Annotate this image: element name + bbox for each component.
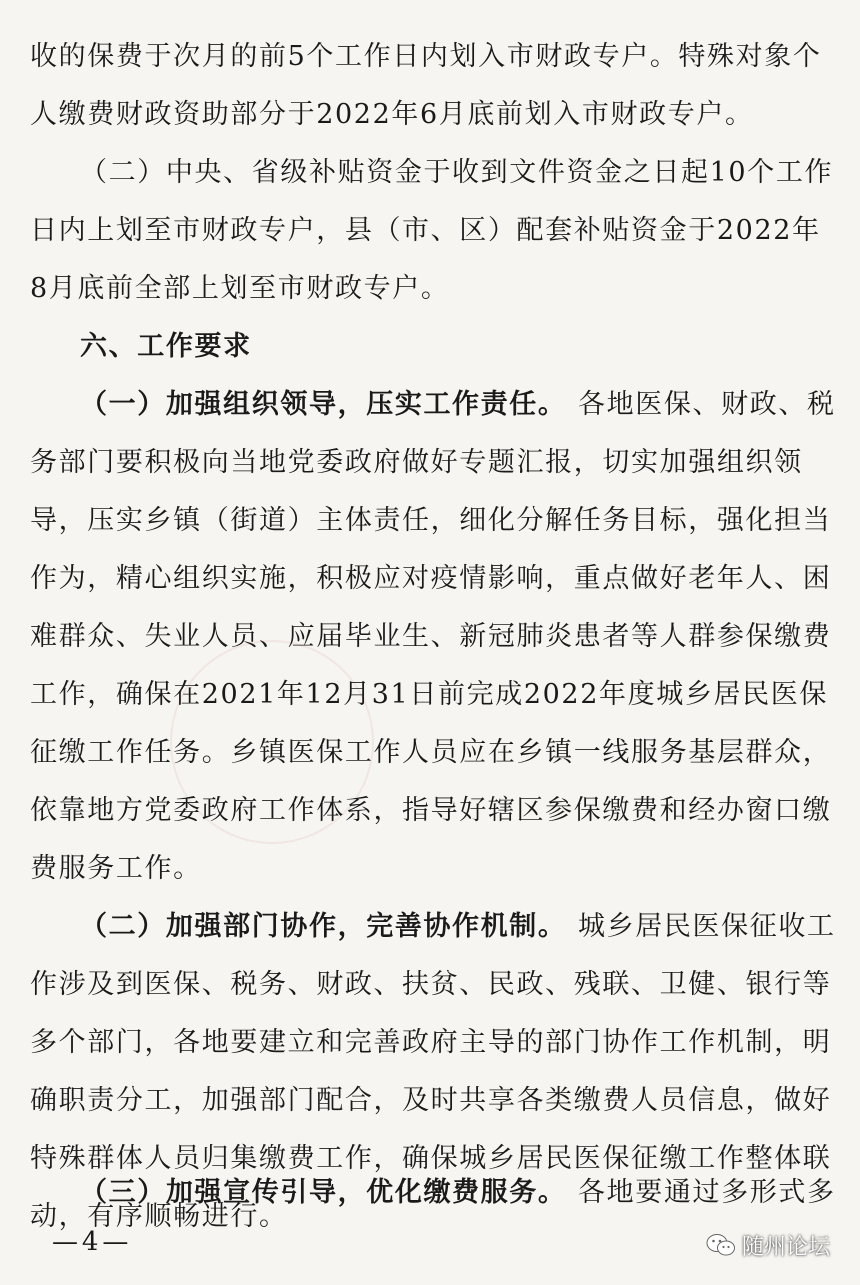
text-line [0, 86, 860, 144]
body-text: 各地要通过多形式多 [578, 1177, 836, 1208]
body-text: 确职责分工，加强部门配合，及时共享各类缴费人员信息，做好 [30, 1085, 832, 1116]
text-line [0, 898, 860, 956]
text-line [0, 608, 860, 666]
body-text: 费服务工作。 [30, 853, 202, 884]
body-text: 日内上划至市财政专户，县（市、区）配套补贴资金于2022年 [30, 215, 821, 246]
body-text: 特殊群体人员归集缴费工作，确保城乡居民医保征缴工作整体联 [30, 1143, 832, 1174]
text-line [0, 1072, 860, 1130]
text-line [0, 28, 860, 86]
body-text: 多个部门，各地要建立和完善政府主导的部门协作工作机制，明 [30, 1027, 832, 1058]
text-line [0, 550, 860, 608]
subsection-heading: （二）加强部门协作，完善协作机制。 [80, 911, 567, 942]
text-line [0, 202, 860, 260]
body-text: 作为，精心组织实施，积极应对疫情影响，重点做好老年人、困 [30, 563, 832, 594]
body-text: 各地医保、财政、税 [578, 389, 836, 420]
body-text: 征缴工作任务。乡镇医保工作人员应在乡镇一线服务基层群众， [30, 737, 832, 768]
text-line [0, 782, 860, 840]
body-text: 工作，确保在2021年12月31日前完成2022年度城乡居民医保 [30, 679, 828, 710]
text-line [0, 840, 860, 898]
wechat-icon [706, 1232, 736, 1258]
body-text: 收的保费于次月的前5个工作日内划入市财政专户。特殊对象个 [30, 41, 822, 72]
text-line [0, 434, 860, 492]
body-text: 难群众、失业人员、应届毕业生、新冠肺炎患者等人群参保缴费 [30, 621, 832, 652]
body-text: 动，有序顺畅进行。 [30, 1201, 288, 1232]
body-text: （二）中央、省级补贴资金于收到文件资金之日起10个工作 [80, 157, 834, 188]
body-text: 导，压实乡镇（街道）主体责任，细化分解任务目标，强化担当 [30, 505, 832, 536]
section-heading: 六、工作要求 [80, 331, 252, 362]
text-line [0, 492, 860, 550]
subsection-heading: （一）加强组织领导，压实工作责任。 [80, 389, 567, 420]
body-text: 作涉及到医保、税务、财政、扶贫、民政、残联、卫健、银行等 [30, 969, 832, 1000]
body-text: 城乡居民医保征收工 [578, 911, 836, 942]
text-line [0, 260, 860, 318]
text-line [0, 956, 860, 1014]
body-text: 人缴费财政资助部分于2022年6月底前划入市财政专户。 [30, 99, 754, 130]
text-line [0, 1014, 860, 1072]
body-text: 依靠地方党委政府工作体系，指导好辖区参保缴费和经办窗口缴 [30, 795, 832, 826]
text-line [0, 666, 860, 724]
text-line [0, 144, 860, 202]
watermark-text: 随州论坛 [741, 1234, 830, 1260]
body-text: 8月底前全部上划至市财政专户。 [30, 273, 450, 304]
watermark [706, 1228, 830, 1262]
body-text: 务部门要积极向当地党委政府做好专题汇报，切实加强组织领 [30, 447, 803, 478]
text-line [0, 376, 860, 434]
text-line [0, 724, 860, 782]
page-number: —4— [52, 1227, 133, 1257]
section-heading-line [0, 318, 860, 376]
subsection-heading: （三）加强宣传引导，优化缴费服务。 [80, 1177, 567, 1208]
